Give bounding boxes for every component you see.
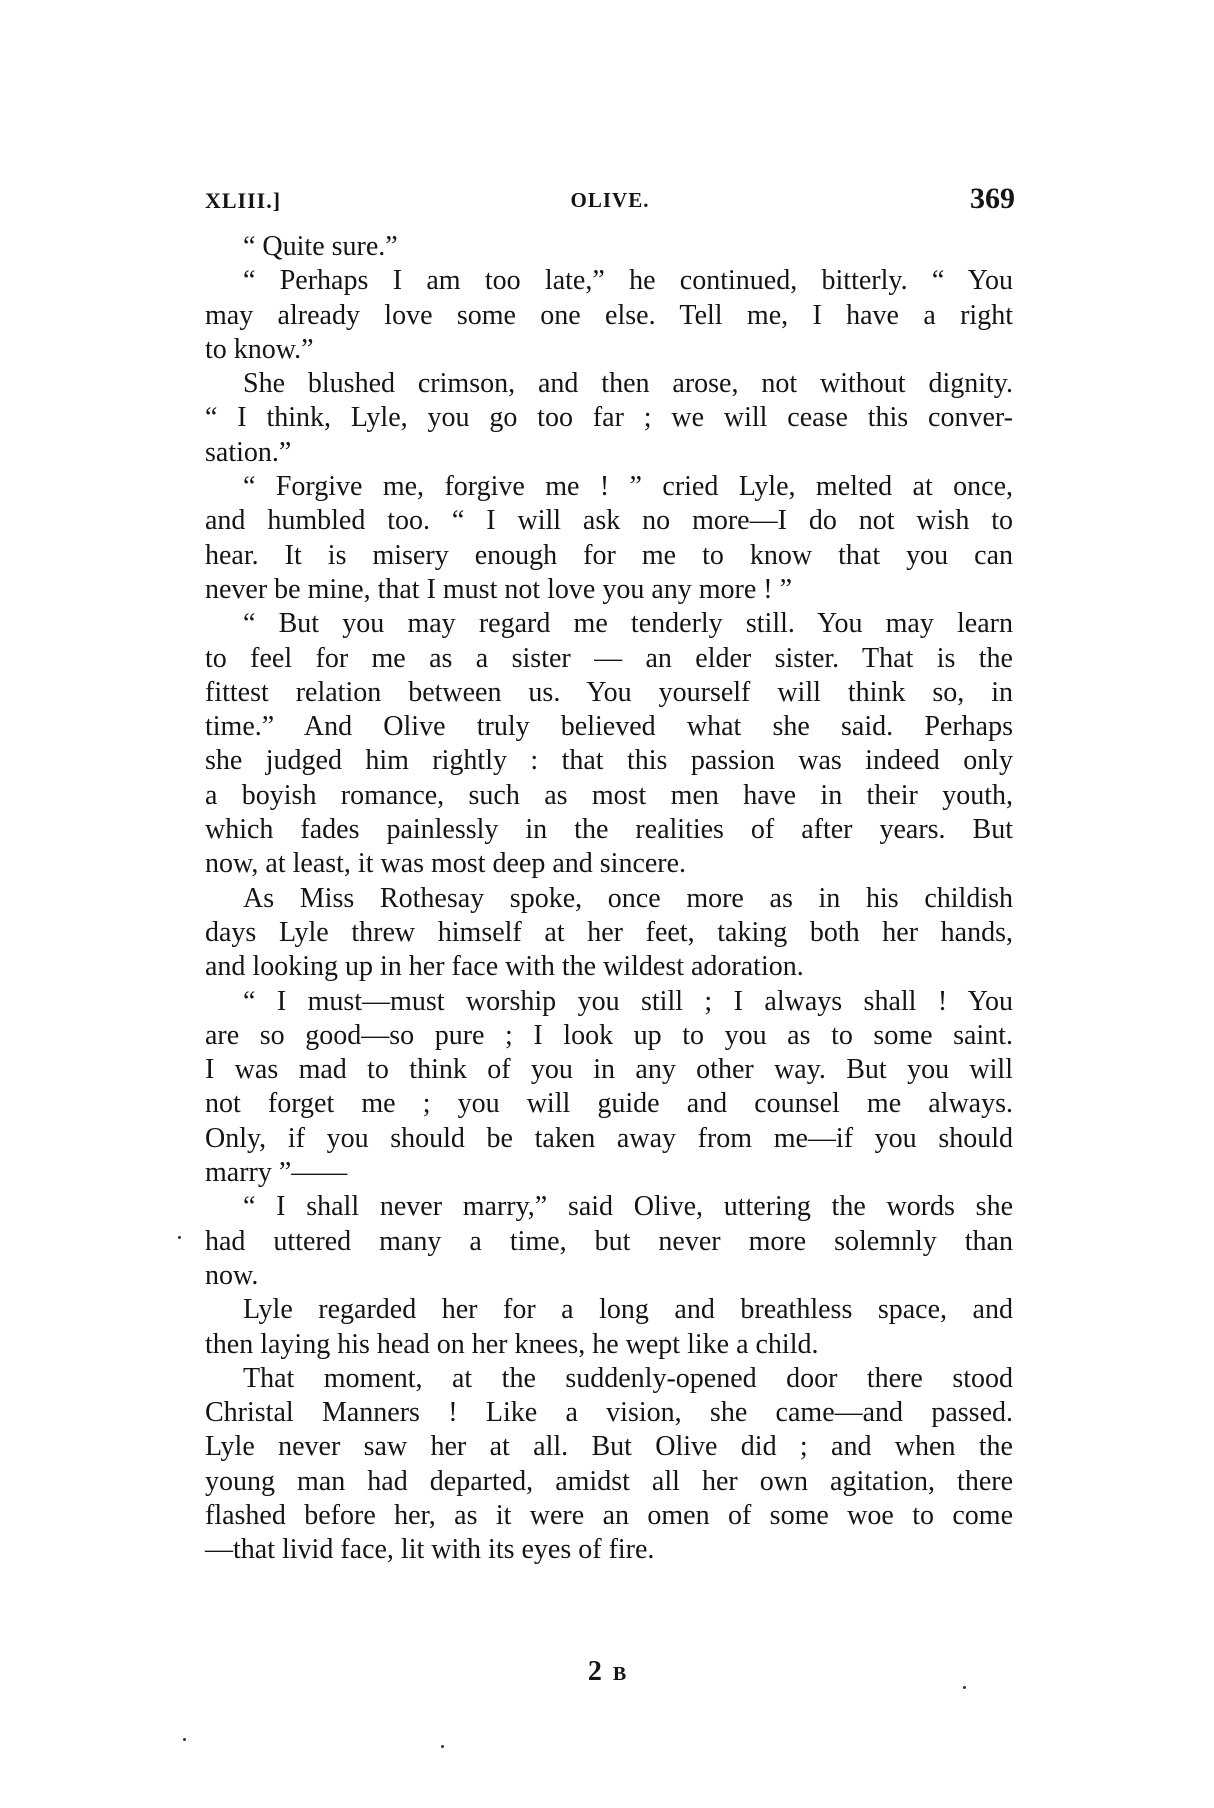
- text-line: then laying his head on her knees, he wept like a child.: [205, 1328, 819, 1360]
- text-line: to know.”: [205, 333, 314, 365]
- text-line: —that livid face, lit with its eyes of fire.: [205, 1534, 655, 1566]
- text-line: “ I think, Lyle, you go too far ; we will cease this conver-: [205, 402, 1013, 434]
- signature-number: 2: [587, 1656, 604, 1687]
- text-line: That moment, at the suddenly-opened door there stood: [243, 1362, 1013, 1394]
- text-line: days Lyle threw himself at her feet, taking both her hands,: [205, 916, 1013, 948]
- text-line: Only, if you should be taken away from me—if you should: [205, 1122, 1013, 1154]
- text-line: and humbled too. “ I will ask no more—I do not wish to: [205, 505, 1013, 537]
- text-line: marry ”——: [205, 1157, 348, 1189]
- ink-speck: [178, 1236, 181, 1239]
- text-line: to feel for me as a sister — an elder sister. That is the: [205, 642, 1013, 674]
- text-line: She blushed crimson, and then arose, not without dignity.: [243, 368, 1013, 400]
- text-line: young man had departed, amidst all her own agitation, there: [205, 1465, 1013, 1497]
- text-line: which fades painlessly in the realities of after years. But: [205, 814, 1013, 846]
- text-line: are so good—so pure ; I look up to you as to some saint.: [205, 1019, 1013, 1051]
- text-line: she judged him rightly : that this passion was indeed only: [205, 745, 1013, 777]
- text-line: had uttered many a time, but never more solemnly than: [205, 1225, 1013, 1257]
- text-line: never be mine, that I must not love you any more ! ”: [205, 573, 793, 605]
- text-line: “ I shall never marry,” said Olive, uttering the words she: [243, 1191, 1013, 1223]
- text-line: “ I must—must worship you still ; I always shall ! You: [243, 985, 1013, 1017]
- text-line: “ Perhaps I am too late,” he continued, bitterly. “ You: [243, 265, 1013, 297]
- text-line: “ But you may regard me tenderly still. You may learn: [243, 608, 1013, 640]
- body-text: [205, 230, 1013, 1568]
- signature-letter: B: [612, 1663, 627, 1685]
- text-line: now.: [205, 1259, 259, 1291]
- text-line: “ Quite sure.”: [243, 231, 398, 262]
- text-line: fittest relation between us. You yourself will think so, in: [205, 676, 1013, 708]
- text-line: “ Forgive me, forgive me ! ” cried Lyle, melted at once,: [243, 471, 1013, 503]
- text-line: time.” And Olive truly believed what she said. Perhaps: [205, 711, 1013, 743]
- text-line: a boyish romance, such as most men have in their youth,: [205, 779, 1013, 811]
- text-line: and looking up in her face with the wildest adoration.: [205, 951, 804, 983]
- text-line: may already love some one else. Tell me, I have a right: [205, 299, 1013, 331]
- text-line: now, at least, it was most deep and sincere.: [205, 848, 687, 880]
- text-line: not forget me ; you will guide and counsel me always.: [205, 1088, 1013, 1120]
- text-line: Lyle never saw her at all. But Olive did ; and when the: [205, 1431, 1013, 1463]
- text-line: As Miss Rothesay spoke, once more as in his childish: [243, 882, 1013, 914]
- ink-speck: [183, 1738, 186, 1741]
- text-line: I was mad to think of you in any other way. But you will: [205, 1054, 1013, 1086]
- ink-speck: [963, 1686, 966, 1689]
- text-line: flashed before her, as it were an omen of some woe to come: [205, 1499, 1013, 1531]
- chapter-number: XLIII.]: [205, 188, 282, 213]
- running-head: [205, 182, 1015, 222]
- book-title: OLIVE.: [570, 188, 650, 212]
- ink-speck: [441, 1745, 444, 1748]
- signature-mark: [0, 1656, 1214, 1688]
- text-line: hear. It is misery enough for me to know that you can: [205, 539, 1013, 571]
- page-number: 369: [970, 182, 1015, 215]
- text-line: sation.”: [205, 436, 292, 468]
- text-line: Lyle regarded her for a long and breathless space, and: [243, 1294, 1013, 1326]
- text-line: Christal Manners ! Like a vision, she came—and passed.: [205, 1397, 1013, 1429]
